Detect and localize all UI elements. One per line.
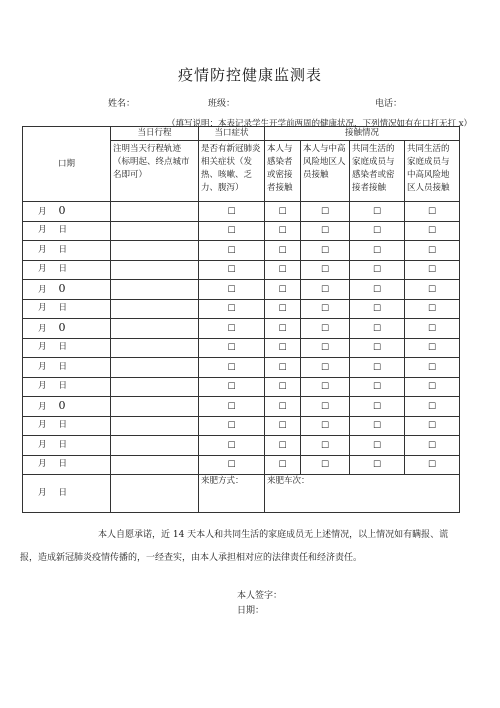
checkbox-cell[interactable] — [199, 241, 265, 261]
table-row-arrival — [23, 475, 460, 513]
checkbox-icon[interactable]: □ — [372, 361, 382, 372]
checkbox-icon[interactable]: □ — [278, 283, 287, 294]
checkbox-cell[interactable] — [405, 260, 460, 280]
checkbox-cell[interactable] — [199, 221, 265, 241]
checkbox-icon[interactable]: □ — [427, 342, 437, 353]
checkbox-icon[interactable]: □ — [278, 303, 287, 314]
checkbox-cell[interactable] — [265, 299, 301, 319]
day-label: 日 — [58, 342, 68, 353]
month-label: 月 — [38, 459, 47, 470]
checkbox-cell[interactable] — [301, 397, 350, 417]
table-row — [23, 377, 460, 397]
checkbox-cell[interactable] — [350, 299, 405, 319]
table-row — [23, 299, 460, 319]
checkbox-cell[interactable] — [199, 299, 265, 319]
checkbox-icon[interactable]: □ — [227, 205, 236, 216]
checkbox-cell[interactable] — [405, 436, 460, 456]
date-cell[interactable] — [23, 475, 111, 513]
page-title: 疫情防控健康监测表 — [177, 66, 322, 84]
table-row — [23, 436, 460, 456]
checkbox-cell[interactable] — [350, 358, 405, 378]
checkbox-cell[interactable] — [199, 397, 265, 417]
symptoms-header: 当口症状 — [199, 127, 265, 141]
checkbox-cell[interactable] — [405, 280, 460, 300]
table-row — [23, 280, 460, 300]
table-row — [23, 319, 460, 339]
date-cell[interactable] — [23, 280, 111, 300]
checkbox-cell[interactable] — [301, 358, 350, 378]
date-cell[interactable] — [23, 338, 111, 358]
checkbox-icon[interactable]: □ — [427, 264, 437, 275]
checkbox-icon[interactable]: □ — [427, 459, 437, 470]
checkbox-cell[interactable] — [301, 436, 350, 456]
checkbox-icon[interactable]: □ — [227, 244, 236, 255]
arrival-method-field[interactable]: 来肥方式： — [199, 475, 265, 513]
checkbox-cell[interactable] — [350, 202, 405, 222]
date-cell[interactable] — [23, 436, 111, 456]
checkbox-icon[interactable]: □ — [278, 381, 287, 392]
checkbox-icon[interactable]: □ — [427, 303, 437, 314]
checkbox-cell[interactable] — [350, 377, 405, 397]
checkbox-icon[interactable]: □ — [320, 361, 330, 372]
checkbox-icon[interactable]: □ — [427, 244, 437, 255]
checkbox-cell[interactable] — [301, 260, 350, 280]
checkbox-cell[interactable] — [350, 455, 405, 475]
month-label: 月 — [38, 264, 47, 275]
checkbox-cell[interactable] — [199, 260, 265, 280]
checkbox-cell[interactable] — [301, 416, 350, 436]
class-label: 班级： — [208, 99, 236, 109]
checkbox-cell[interactable] — [265, 455, 301, 475]
checkbox-cell[interactable] — [301, 202, 350, 222]
month-label: 月 — [38, 244, 47, 255]
checkbox-cell[interactable] — [350, 221, 405, 241]
day-label: 日 — [58, 361, 68, 372]
table-row — [23, 202, 460, 222]
date-cell[interactable] — [23, 377, 111, 397]
table-row — [23, 221, 460, 241]
checkbox-icon[interactable]: □ — [278, 400, 287, 411]
checkbox-cell[interactable] — [301, 241, 350, 261]
day-label: 0 — [58, 281, 66, 295]
checkbox-icon[interactable]: □ — [372, 322, 382, 333]
checkbox-icon[interactable]: □ — [278, 342, 287, 353]
checkbox-cell[interactable] — [405, 416, 460, 436]
checkbox-cell[interactable] — [350, 416, 405, 436]
checkbox-cell[interactable] — [265, 221, 301, 241]
date-label: 日期： — [237, 606, 265, 616]
checkbox-cell[interactable] — [301, 319, 350, 339]
checkbox-icon[interactable]: □ — [278, 420, 287, 431]
checkbox-cell[interactable] — [265, 377, 301, 397]
travel-header: 当日行程 — [111, 127, 199, 141]
checkbox-cell[interactable] — [350, 280, 405, 300]
signature-label: 本人签字： — [237, 591, 283, 601]
checkbox-cell[interactable] — [265, 241, 301, 261]
date-cell[interactable] — [23, 455, 111, 475]
checkbox-icon[interactable]: □ — [372, 283, 382, 294]
travel-cell[interactable] — [111, 338, 199, 358]
commitment-statement — [20, 524, 450, 570]
month-label: 月 — [38, 225, 47, 236]
travel-desc: 注明当天行程轨迹（标明起、终点城市名即可） — [111, 141, 199, 202]
date-cell[interactable] — [23, 241, 111, 261]
travel-cell[interactable] — [111, 455, 199, 475]
checkbox-cell[interactable] — [301, 455, 350, 475]
checkbox-icon[interactable]: □ — [227, 361, 236, 372]
checkbox-icon[interactable]: □ — [278, 322, 287, 333]
checkbox-icon[interactable]: □ — [372, 205, 382, 216]
checkbox-icon[interactable]: □ — [372, 342, 382, 353]
travel-cell[interactable] — [111, 319, 199, 339]
checkbox-icon[interactable]: □ — [227, 322, 236, 333]
checkbox-icon[interactable]: □ — [278, 205, 287, 216]
date-cell[interactable] — [23, 221, 111, 241]
checkbox-icon[interactable]: □ — [427, 225, 437, 236]
travel-cell[interactable] — [111, 202, 199, 222]
checkbox-cell[interactable] — [405, 319, 460, 339]
checkbox-icon[interactable]: □ — [372, 400, 382, 411]
day-label: 日 — [58, 488, 68, 498]
checkbox-cell[interactable] — [350, 436, 405, 456]
date-cell[interactable] — [23, 397, 111, 417]
checkbox-cell[interactable] — [265, 436, 301, 456]
checkbox-icon[interactable]: □ — [227, 342, 236, 353]
checkbox-icon[interactable]: □ — [320, 342, 330, 353]
travel-cell[interactable] — [111, 377, 199, 397]
checkbox-cell[interactable] — [405, 221, 460, 241]
month-label: 月 — [38, 284, 47, 295]
checkbox-icon[interactable]: □ — [227, 283, 236, 294]
checkbox-icon[interactable]: □ — [372, 303, 382, 314]
table-row — [23, 241, 460, 261]
checkbox-cell[interactable] — [265, 260, 301, 280]
month-label: 月 — [38, 342, 47, 353]
contact-risk-area-header: 本人与中高风险地区人员接触 — [301, 141, 350, 202]
checkbox-icon[interactable]: □ — [278, 264, 287, 275]
checkbox-cell[interactable] — [265, 280, 301, 300]
checkbox-cell[interactable] — [265, 358, 301, 378]
table-row — [23, 338, 460, 358]
checkbox-cell[interactable] — [405, 397, 460, 417]
checkbox-cell[interactable] — [265, 397, 301, 417]
checkbox-cell[interactable] — [350, 338, 405, 358]
commitment-line-2: 报，造成新冠肺炎疫情传播的，一经查实，由本人承担相对应的法律责任和经济责任。 — [20, 553, 363, 563]
travel-cell[interactable] — [111, 416, 199, 436]
travel-cell[interactable] — [111, 221, 199, 241]
checkbox-icon[interactable]: □ — [227, 420, 236, 431]
checkbox-icon[interactable]: □ — [320, 303, 330, 314]
day-label: 日 — [58, 264, 68, 275]
phone-label: 电话： — [375, 99, 403, 109]
contact-infected-header: 本人与感染者或密接者接触 — [265, 141, 301, 202]
month-label: 月 — [38, 488, 47, 498]
health-monitor-table — [22, 126, 460, 513]
contact-header: 接触情况 — [265, 127, 460, 141]
checkbox-cell[interactable] — [405, 358, 460, 378]
checkbox-icon[interactable]: □ — [320, 283, 330, 294]
checkbox-icon[interactable]: □ — [372, 381, 382, 392]
month-label: 月 — [38, 303, 47, 314]
checkbox-icon[interactable]: □ — [227, 459, 236, 470]
checkbox-cell[interactable] — [301, 299, 350, 319]
checkbox-cell[interactable] — [405, 455, 460, 475]
day-label: 日 — [58, 439, 68, 450]
checkbox-icon[interactable]: □ — [320, 205, 330, 216]
checkbox-icon[interactable]: □ — [227, 264, 236, 275]
checkbox-cell[interactable] — [199, 358, 265, 378]
checkbox-icon[interactable]: □ — [278, 225, 287, 236]
checkbox-cell[interactable] — [301, 338, 350, 358]
checkbox-icon[interactable]: □ — [278, 439, 287, 450]
checkbox-cell[interactable] — [199, 436, 265, 456]
month-label: 月 — [38, 323, 47, 334]
table-row — [23, 455, 460, 475]
checkbox-icon[interactable]: □ — [227, 381, 236, 392]
day-label: 0 — [58, 398, 66, 412]
checkbox-cell[interactable] — [350, 241, 405, 261]
checkbox-icon[interactable]: □ — [320, 420, 330, 431]
commitment-line-1: 本人自愿承诺，近 14 天本人和共同生活的家庭成员无上述情况，以上情况如有瞒报、谎 — [98, 530, 449, 540]
checkbox-cell[interactable] — [301, 280, 350, 300]
checkbox-icon[interactable]: □ — [427, 420, 437, 431]
checkbox-icon[interactable]: □ — [320, 439, 330, 450]
month-label: 月 — [38, 361, 47, 372]
travel-cell[interactable] — [111, 280, 199, 300]
checkbox-cell[interactable] — [199, 416, 265, 436]
checkbox-icon[interactable]: □ — [427, 361, 437, 372]
checkbox-icon[interactable]: □ — [427, 439, 437, 450]
checkbox-icon[interactable]: □ — [372, 244, 382, 255]
month-label: 月 — [38, 420, 47, 431]
checkbox-cell[interactable] — [350, 260, 405, 280]
date-cell[interactable] — [23, 299, 111, 319]
checkbox-cell[interactable] — [199, 202, 265, 222]
checkbox-cell[interactable] — [405, 377, 460, 397]
table-row — [23, 416, 460, 436]
checkbox-icon[interactable]: □ — [320, 264, 330, 275]
checkbox-cell[interactable] — [265, 202, 301, 222]
day-label: 日 — [58, 303, 68, 314]
day-label: 日 — [58, 381, 68, 392]
checkbox-cell[interactable] — [199, 377, 265, 397]
fill-instructions: （填写说明：本表记录学生开学前两周的健康状况，下列情况如有在口打无打 x） — [167, 119, 472, 129]
travel-cell[interactable] — [111, 241, 199, 261]
date-cell[interactable] — [23, 202, 111, 222]
checkbox-cell[interactable] — [199, 338, 265, 358]
checkbox-icon[interactable]: □ — [227, 303, 236, 314]
travel-cell[interactable] — [111, 358, 199, 378]
checkbox-icon[interactable]: □ — [372, 459, 382, 470]
travel-cell[interactable] — [111, 475, 199, 513]
checkbox-icon[interactable]: □ — [227, 225, 236, 236]
travel-cell[interactable] — [111, 299, 199, 319]
checkbox-cell[interactable] — [301, 221, 350, 241]
symptoms-desc: 是否有新冠肺炎相关症状（发热、咳嗽、乏力、腹泻） — [199, 141, 265, 202]
checkbox-cell[interactable] — [350, 319, 405, 339]
date-cell[interactable] — [23, 416, 111, 436]
checkbox-cell[interactable] — [405, 338, 460, 358]
date-cell[interactable] — [23, 358, 111, 378]
checkbox-cell[interactable] — [199, 319, 265, 339]
day-label: 日 — [58, 244, 68, 255]
checkbox-icon[interactable]: □ — [320, 400, 330, 411]
day-label: 日 — [58, 420, 68, 431]
checkbox-icon[interactable]: □ — [372, 225, 382, 236]
checkbox-cell[interactable] — [265, 416, 301, 436]
table-row — [23, 260, 460, 280]
checkbox-cell[interactable] — [301, 377, 350, 397]
day-label: 日 — [58, 459, 68, 470]
checkbox-cell[interactable] — [405, 202, 460, 222]
checkbox-icon[interactable]: □ — [372, 420, 382, 431]
checkbox-icon[interactable]: □ — [320, 459, 330, 470]
checkbox-icon[interactable]: □ — [320, 244, 330, 255]
month-label: 月 — [38, 206, 47, 217]
checkbox-icon[interactable]: □ — [427, 283, 437, 294]
checkbox-icon[interactable]: □ — [427, 400, 437, 411]
checkbox-cell[interactable] — [199, 280, 265, 300]
checkbox-cell[interactable] — [265, 319, 301, 339]
checkbox-cell[interactable] — [405, 241, 460, 261]
checkbox-icon[interactable]: □ — [320, 381, 330, 392]
table-row — [23, 397, 460, 417]
family-contact-infected-header: 共同生活的家庭成员与感染者或密接者接触 — [350, 141, 405, 202]
checkbox-icon[interactable]: □ — [227, 439, 236, 450]
checkbox-cell[interactable] — [405, 299, 460, 319]
month-label: 月 — [38, 439, 47, 450]
checkbox-icon[interactable]: □ — [372, 439, 382, 450]
travel-cell[interactable] — [111, 436, 199, 456]
month-label: 月 — [38, 381, 47, 392]
date-header: 口期 — [23, 127, 111, 202]
arrival-train-field[interactable]: 来肥车次： — [265, 475, 460, 513]
checkbox-cell[interactable] — [350, 397, 405, 417]
name-label: 姓名： — [108, 99, 136, 109]
day-label: 0 — [58, 320, 66, 334]
table-row — [23, 358, 460, 378]
checkbox-icon[interactable]: □ — [427, 205, 437, 216]
date-cell[interactable] — [23, 260, 111, 280]
travel-cell[interactable] — [111, 260, 199, 280]
checkbox-cell[interactable] — [265, 338, 301, 358]
checkbox-icon[interactable]: □ — [278, 361, 287, 372]
travel-cell[interactable] — [111, 397, 199, 417]
checkbox-icon[interactable]: □ — [320, 322, 330, 333]
checkbox-cell[interactable] — [199, 455, 265, 475]
checkbox-icon[interactable]: □ — [227, 400, 236, 411]
checkbox-icon[interactable]: □ — [320, 225, 330, 236]
date-cell[interactable] — [23, 319, 111, 339]
checkbox-icon[interactable]: □ — [278, 244, 287, 255]
checkbox-icon[interactable]: □ — [427, 322, 437, 333]
day-label: 日 — [58, 225, 68, 236]
month-label: 月 — [38, 401, 47, 412]
checkbox-icon[interactable]: □ — [278, 459, 287, 470]
checkbox-icon[interactable]: □ — [427, 381, 437, 392]
family-contact-risk-area-header: 共同生活的家庭成员与中高风险地区人员接触 — [405, 141, 460, 202]
checkbox-icon[interactable]: □ — [372, 264, 382, 275]
day-label: 0 — [58, 203, 66, 217]
